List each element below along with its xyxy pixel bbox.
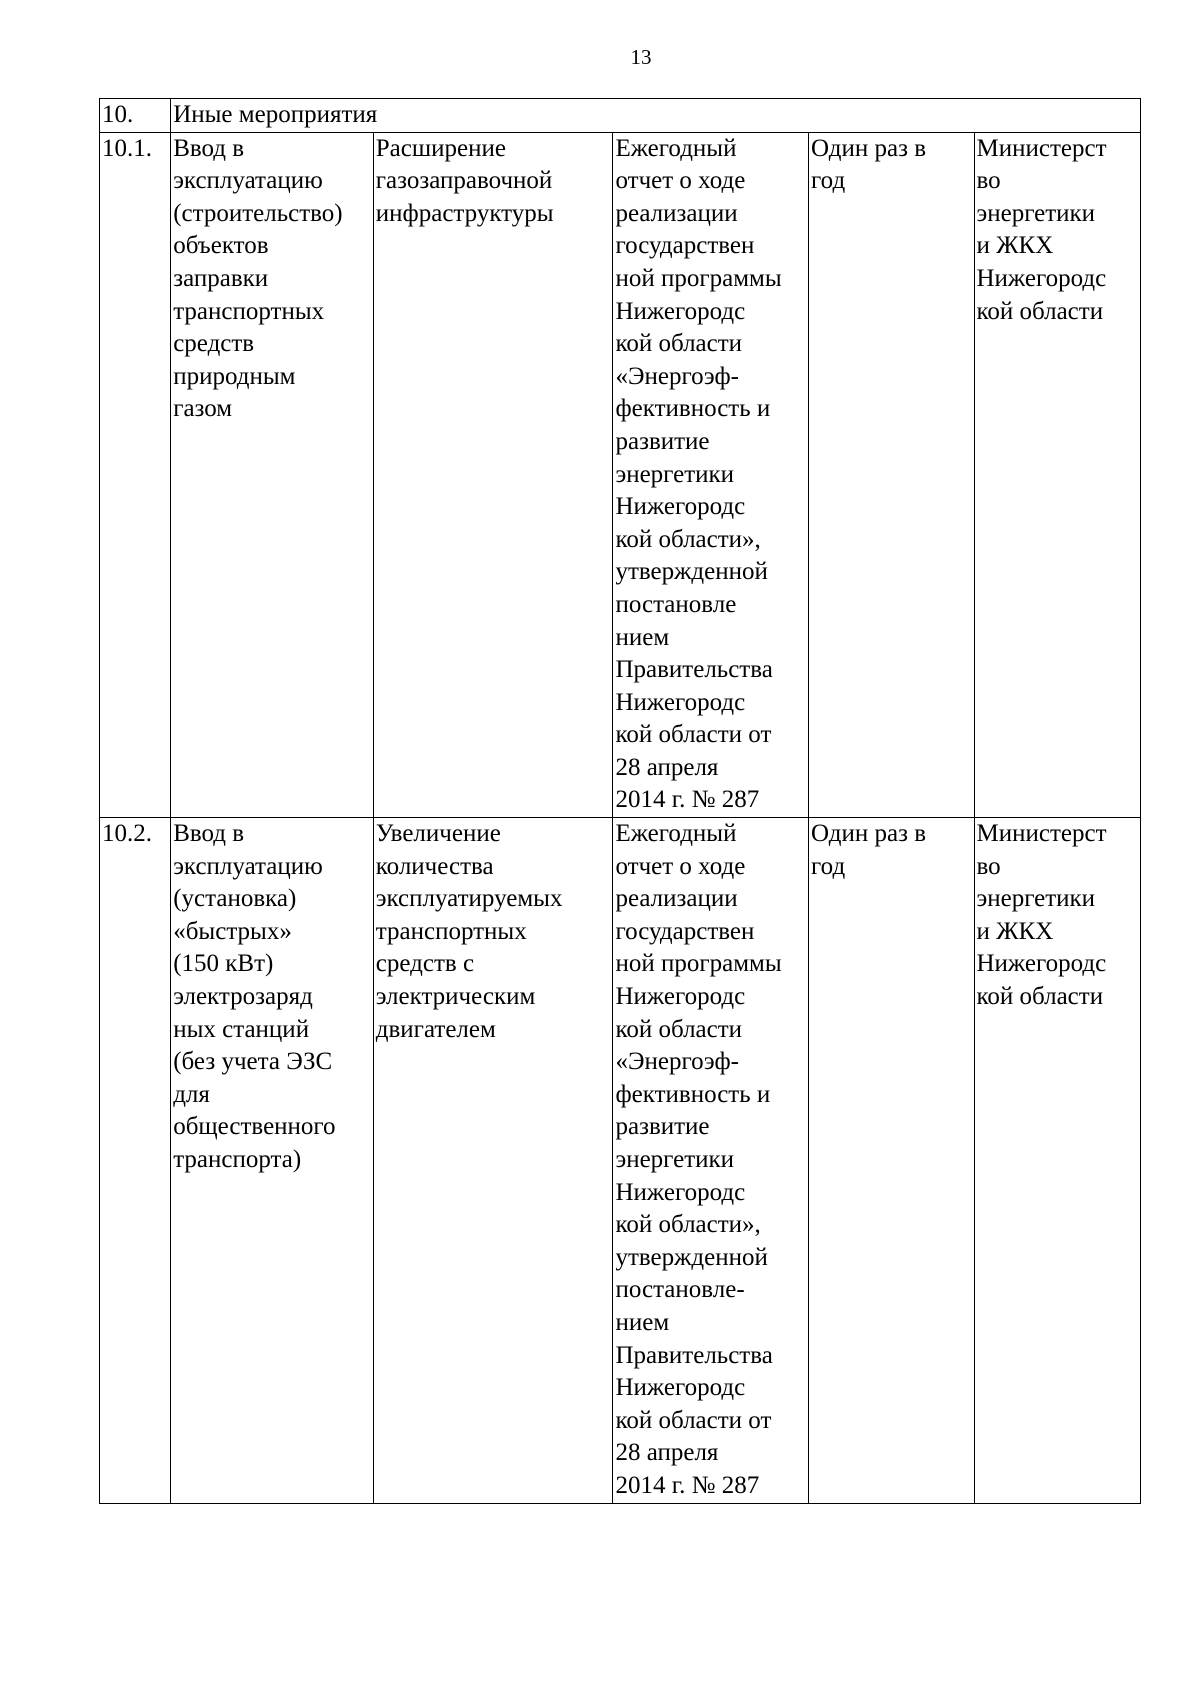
section-title: Иные мероприятия xyxy=(171,99,1141,133)
section-row xyxy=(100,99,1141,133)
table-row xyxy=(100,132,1141,817)
responsible-cell: Министерст во энергетики и ЖКХ Нижегородс кой области xyxy=(974,818,1141,1503)
table-row xyxy=(100,818,1141,1503)
period-cell: Один раз в год xyxy=(809,132,974,817)
row-number: 10.2. xyxy=(100,818,171,1503)
period-cell: Один раз в год xyxy=(809,818,974,1503)
responsible-cell: Министерст во энергетики и ЖКХ Нижегородс кой области xyxy=(974,132,1141,817)
report-cell: Ежегодный отчет о ходе реализации государствен ной программы Нижегородс кой области «Энергоэф- фективность и развитие энергетики Нижегородс кой области», утвержденной постановле нием Правительства Нижегородс кой области от 28 апреля 2014 г. № 287 xyxy=(613,132,809,817)
row-number: 10.1. xyxy=(100,132,171,817)
activity-cell: Ввод в эксплуатацию (установка) «быстрых» (150 кВт) электрозаряд ных станций (без учета ЭЗС для общественного транспорта) xyxy=(171,818,374,1503)
section-number: 10. xyxy=(100,99,171,133)
activities-table xyxy=(99,98,1141,1504)
activity-cell: Ввод в эксплуатацию (строительство) объектов заправки транспортных средств природным газом xyxy=(171,132,374,817)
result-cell: Расширение газозаправочной инфраструктуры xyxy=(373,132,613,817)
report-cell: Ежегодный отчет о ходе реализации государствен ной программы Нижегородс кой области «Энергоэф- фективность и развитие энергетики Нижегородс кой области», утвержденной постановле- нием Правительства Нижегородс кой области от 28 апреля 2014 г. № 287 xyxy=(613,818,809,1503)
page-number: 13 xyxy=(630,45,652,69)
result-cell: Увеличение количества эксплуатируемых транспортных средств с электрическим двигателем xyxy=(373,818,613,1503)
